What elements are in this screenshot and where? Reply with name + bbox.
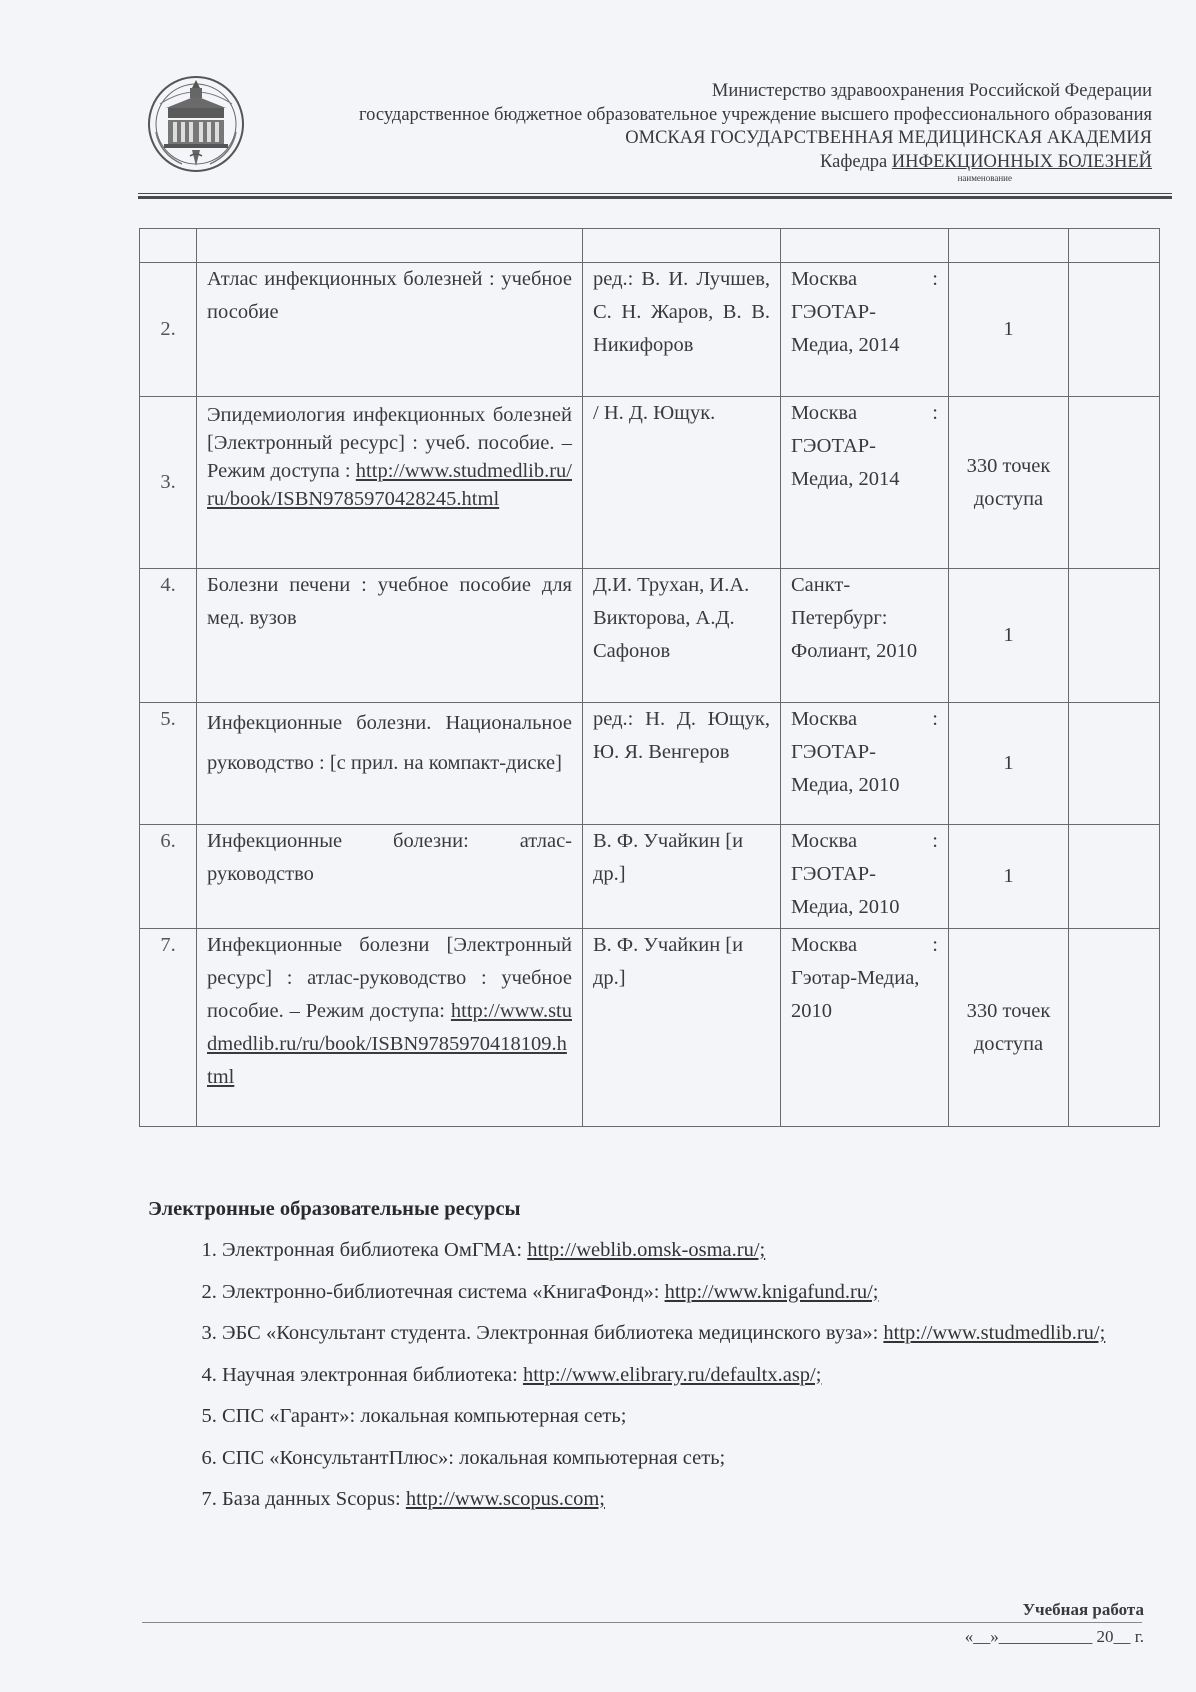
copies-count: 1 (949, 263, 1069, 397)
table-cell (583, 229, 781, 263)
literature-table (139, 228, 1160, 1127)
resources-list (180, 1230, 1188, 1521)
book-title: Атлас инфекционных болезней : учебное пособие (197, 263, 583, 397)
list-item (222, 1355, 1188, 1397)
resource-text: Научная электронная библиотека: (222, 1363, 523, 1386)
list-item (222, 1479, 1188, 1521)
book-authors: В. Ф. Учайкин [и др.] (583, 825, 781, 929)
extra-cell (1069, 703, 1160, 825)
department-prefix: Кафедра (820, 151, 892, 172)
resources-heading: Электронные образовательные ресурсы (148, 1198, 521, 1220)
table-cell (781, 229, 949, 263)
table-cell (1069, 229, 1160, 263)
resource-link[interactable]: http://www.elibrary.ru/defaultx.asp/; (522, 1363, 822, 1386)
book-publisher: Москва : ГЭОТАР-Медиа, 2010 (781, 825, 949, 929)
table-row (140, 397, 1160, 569)
extra-cell (1069, 569, 1160, 703)
row-number: 5. (140, 703, 197, 825)
footer-divider (142, 1622, 1142, 1623)
header-divider-thick (138, 196, 1172, 199)
academy-seal-logo-icon (146, 74, 246, 174)
table-row (140, 263, 1160, 397)
header-divider-thin (138, 193, 1172, 194)
copies-count: 330 точек доступа (949, 929, 1069, 1127)
resource-text: СПС «КонсультантПлюс»: локальная компьютерная сеть; (222, 1446, 726, 1469)
list-item (222, 1396, 1188, 1438)
book-publisher: Москва : Гэотар-Медиа, 2010 (781, 929, 949, 1127)
resource-text: Электронная библиотека ОмГМА: (222, 1239, 528, 1261)
resource-text: Электронно-библиотечная система «КнигаФонд»: (222, 1280, 665, 1303)
extra-cell (1069, 397, 1160, 569)
book-publisher: Москва : ГЭОТАР-Медиа, 2014 (781, 263, 949, 397)
ministry-line: Министерство здравоохранения Российской Федерации (711, 81, 1152, 101)
department-caption: наименование (957, 173, 1012, 183)
extra-cell (1069, 825, 1160, 929)
resource-text: ЭБС «Консультант студента. Электронная библиотека медицинского вуза»: (222, 1322, 884, 1344)
row-number: 3. (140, 397, 197, 569)
table-row (140, 825, 1160, 929)
row-number: 2. (140, 263, 197, 397)
table-row (140, 703, 1160, 825)
copies-count: 1 (949, 703, 1069, 825)
row-number: 4. (140, 569, 197, 703)
department-line (232, 151, 1152, 175)
institution-type-line: государственное бюджетное образовательное учреждение высшего профессионального образования (359, 104, 1152, 125)
book-publisher: Москва : ГЭОТАР-Медиа, 2014 (781, 397, 949, 569)
copies-count: 330 точек доступа (949, 397, 1069, 569)
extra-cell (1069, 263, 1160, 397)
footer-date-line: «__»___________ 20__ г. (964, 1627, 1144, 1646)
book-authors: / Н. Д. Ющук. (583, 397, 781, 569)
book-link[interactable]: http://www.studmedlib.ru/ru/book/ISBN9785970418109.html (207, 1000, 572, 1088)
document-header (232, 80, 1152, 183)
list-item (222, 1313, 1188, 1355)
resource-link[interactable]: http://www.studmedlib.ru/; (883, 1322, 1106, 1344)
table-cell (197, 229, 583, 263)
resource-text: СПС «Гарант»: локальная компьютерная сеть; (222, 1405, 627, 1427)
table-row (140, 929, 1160, 1127)
copies-count: 1 (949, 569, 1069, 703)
book-title-cell (197, 929, 583, 1127)
table-cell (140, 229, 197, 263)
book-authors: Д.И. Трухан, И.А. Викторова, А.Д. Сафонов (583, 569, 781, 703)
book-title: Инфекционные болезни. Национальное руководство : [с прил. на компакт-диске] (197, 703, 583, 825)
book-title: Инфекционные болезни: атлас-руководство (197, 825, 583, 929)
row-number: 6. (140, 825, 197, 929)
book-title-cell (197, 397, 583, 569)
table-row (140, 569, 1160, 703)
copies-count: 1 (949, 825, 1069, 929)
list-item (222, 1230, 1188, 1272)
department-name: ИНФЕКЦИОННЫХ БОЛЕЗНЕЙ (891, 151, 1152, 172)
table-row-top (140, 229, 1160, 263)
book-title: Болезни печени : учебное пособие для мед. вузов (197, 569, 583, 703)
list-item (222, 1272, 1188, 1314)
book-link[interactable]: http://www.studmedlib.ru/ru/book/ISBN9785970428245.html (207, 460, 572, 510)
list-item (222, 1438, 1188, 1480)
footer-title: Учебная работа (1022, 1600, 1144, 1619)
resource-link[interactable]: http://www.scopus.com; (405, 1488, 605, 1510)
book-authors: В. Ф. Учайкин [и др.] (583, 929, 781, 1127)
book-authors: ред.: В. И. Лучшев, С. Н. Жаров, В. В. Никифоров (583, 263, 781, 397)
book-title: Эпидемиология инфекционных болезней [Электронный ресурс] : учеб. пособие. – Режим доступа : (207, 404, 572, 482)
resource-link[interactable]: http://weblib.omsk-osma.ru/; (527, 1239, 766, 1261)
academy-name: ОМСКАЯ ГОСУДАРСТВЕННАЯ МЕДИЦИНСКАЯ АКАДЕМИЯ (625, 128, 1152, 148)
book-publisher: Санкт-Петербург: Фолиант, 2010 (781, 569, 949, 703)
row-number: 7. (140, 929, 197, 1127)
book-authors: ред.: Н. Д. Ющук, Ю. Я. Венгеров (583, 703, 781, 825)
book-title: Инфекционные болезни [Электронный ресурс] : атлас-руководство : учебное пособие. – Режим доступа: (207, 934, 572, 1022)
resource-link[interactable]: http://www.knigafund.ru/; (664, 1280, 879, 1303)
book-publisher: Москва : ГЭОТАР-Медиа, 2010 (781, 703, 949, 825)
extra-cell (1069, 929, 1160, 1127)
table-cell (949, 229, 1069, 263)
resource-text: База данных Scopus: (222, 1488, 406, 1510)
